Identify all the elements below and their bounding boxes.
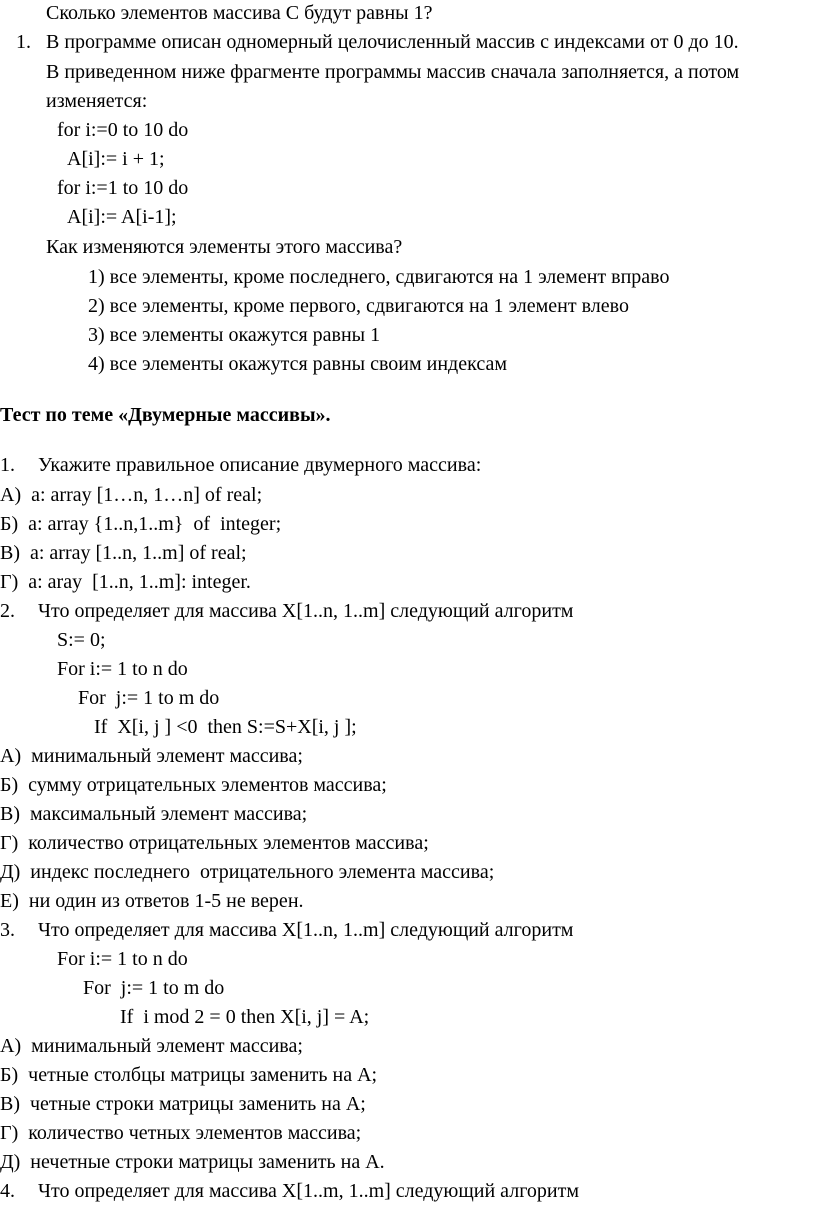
test-answer: Е) ни один из ответов 1-5 не верен.: [0, 890, 304, 912]
test-question-2-number: 2.: [0, 600, 15, 622]
answer-option: 1) все элементы, кроме последнего, сдвигаются на 1 элемент вправо: [88, 266, 670, 288]
question-1-text-line: изменяется:: [46, 90, 148, 112]
test-answer: А) минимальный элемент массива;: [0, 1035, 303, 1057]
code-line: For i:= 1 to n do: [57, 658, 188, 680]
test-answer: А) a: array [1…n, 1…n] of real;: [0, 484, 263, 506]
question-1-text-line: В программе описан одномерный целочисленный массив с индексами от 0 до 10.: [46, 31, 739, 53]
test-answer: Г) a: aray [1..n, 1..m]: integer.: [0, 571, 251, 593]
intro-question: Сколько элементов массива С будут равны 1?: [46, 2, 433, 24]
answer-option: 3) все элементы окажутся равны 1: [88, 324, 381, 346]
test-answer: А) минимальный элемент массива;: [0, 745, 303, 767]
test-question-2-text: Что определяет для массива X[1..n, 1..m] следующий алгоритм: [38, 600, 574, 622]
test-question-1-number: 1.: [0, 454, 15, 476]
question-1-prompt: Как изменяются элементы этого массива?: [46, 236, 403, 258]
test-answer: В) четные строки матрицы заменить на А;: [0, 1093, 366, 1115]
question-1-number: 1.: [16, 31, 31, 53]
code-line: For j:= 1 to m do: [78, 687, 220, 709]
code-line: for i:=1 to 10 do: [57, 177, 189, 199]
test-answer: Б) a: array {1..n,1..m} of integer;: [0, 513, 282, 535]
test-answer: В) максимальный элемент массива;: [0, 803, 308, 825]
test-question-4-text: Что определяет для массива X[1..m, 1..m] следующий алгоритм: [38, 1180, 580, 1202]
code-line: For j:= 1 to m do: [83, 977, 225, 999]
test-answer: Г) количество отрицательных элементов массива;: [0, 832, 429, 854]
answer-option: 4) все элементы окажутся равны своим индексам: [88, 353, 507, 375]
test-answer: Б) четные столбцы матрицы заменить на А;: [0, 1064, 378, 1086]
test-answer: Д) индекс последнего отрицательного элемента массива;: [0, 861, 495, 883]
test-question-4-number: 4.: [0, 1180, 15, 1202]
test-answer: Д) нечетные строки матрицы заменить на А.: [0, 1151, 385, 1173]
code-line: For i:= 1 to n do: [57, 948, 188, 970]
test-answer: В) a: array [1..n, 1..m] of real;: [0, 542, 247, 564]
test-question-3-number: 3.: [0, 919, 15, 941]
code-line: If X[i, j ] <0 then S:=S+X[i, j ];: [94, 716, 357, 738]
test-answer: Б) сумму отрицательных элементов массива;: [0, 774, 387, 796]
test-heading: Тест по теме «Двумерные массивы».: [0, 404, 331, 426]
code-line: A[i]:= i + 1;: [67, 148, 165, 170]
answer-option: 2) все элементы, кроме первого, сдвигаются на 1 элемент влево: [88, 295, 629, 317]
code-line: for i:=0 to 10 do: [57, 119, 189, 141]
test-question-1-text: Укажите правильное описание двумерного массива:: [38, 454, 482, 476]
code-line: If i mod 2 = 0 then X[i, j] = A;: [120, 1006, 370, 1028]
test-question-3-text: Что определяет для массива X[1..n, 1..m] следующий алгоритм: [38, 919, 574, 941]
code-line: A[i]:= A[i-1];: [67, 206, 177, 228]
question-1-text-line: В приведенном ниже фрагменте программы массив сначала заполняется, а потом: [46, 61, 740, 83]
code-line: S:= 0;: [57, 629, 106, 651]
test-answer: Г) количество четных элементов массива;: [0, 1122, 362, 1144]
